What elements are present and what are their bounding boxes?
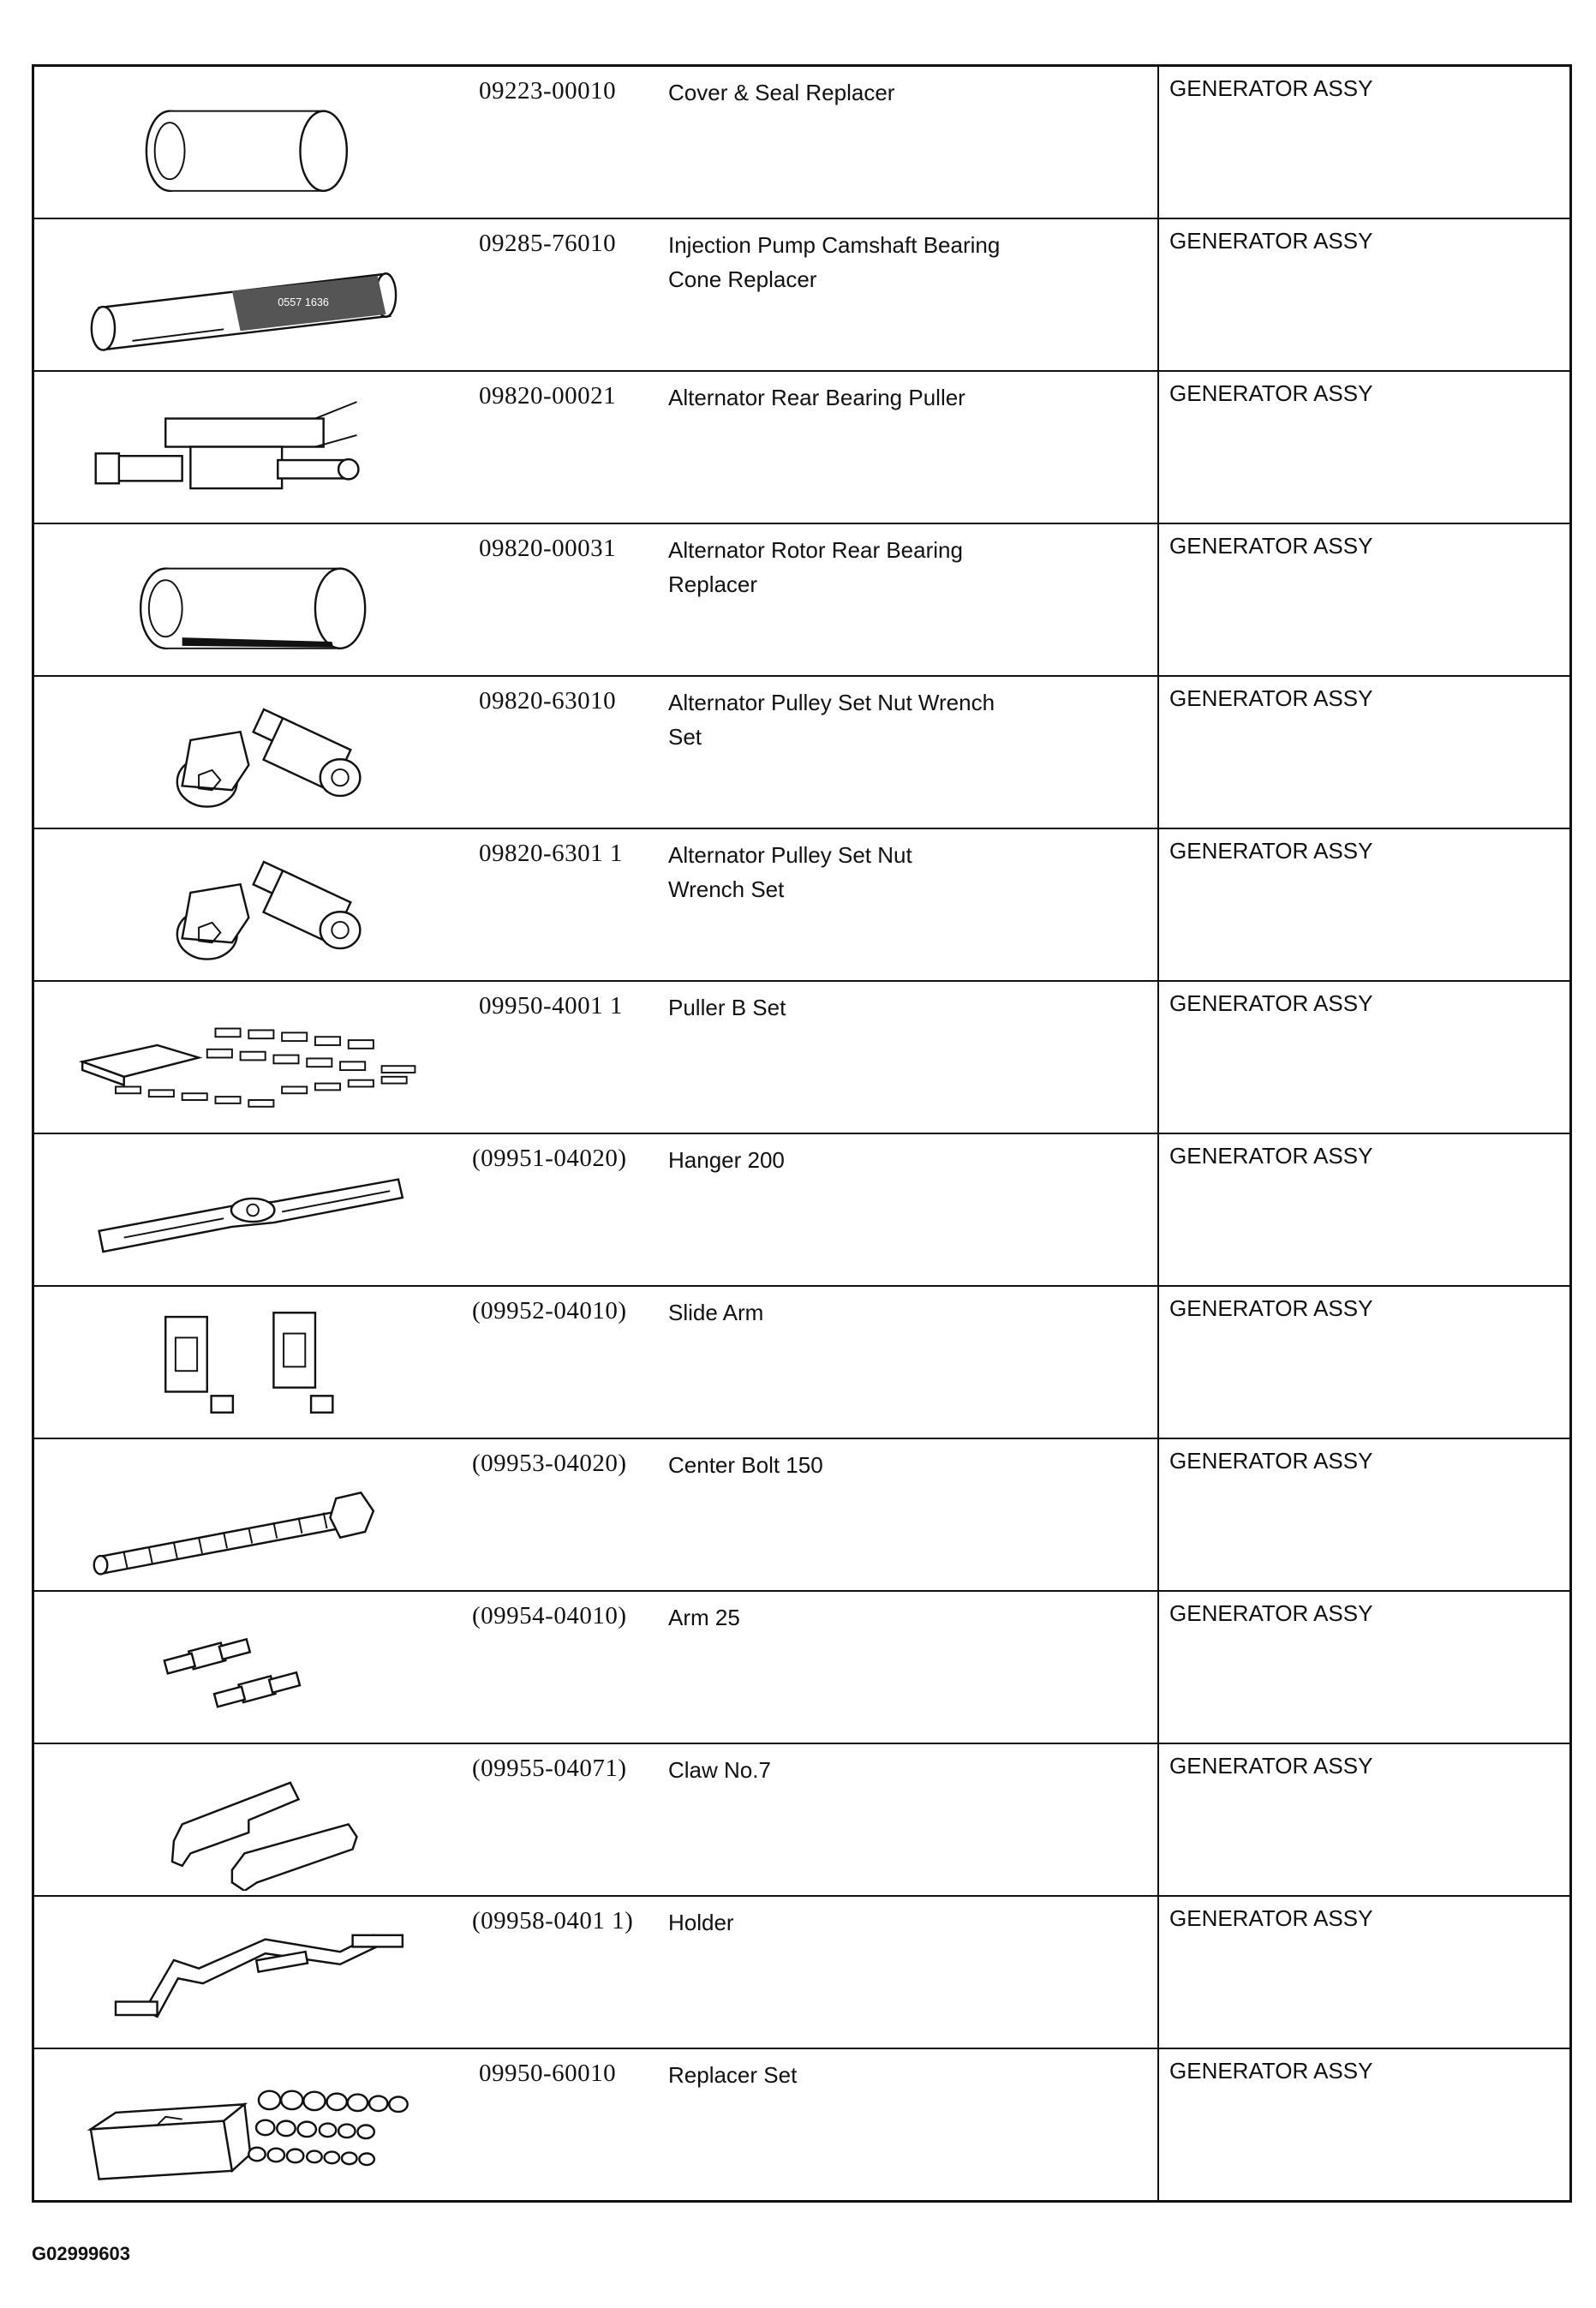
- part-number-cell: [472, 1286, 663, 1438]
- figure-code: G02999603: [32, 2243, 130, 2264]
- table-row: [33, 218, 1571, 371]
- tool-name: Alternator Rotor Rear Bearing Replacer: [668, 537, 963, 597]
- holder-icon: [34, 1897, 479, 2048]
- tool-name: Arm 25: [668, 1605, 740, 1630]
- hanger-icon: [34, 1134, 479, 1285]
- tool-name-cell: [663, 523, 1158, 676]
- part-number-cell: [472, 1438, 663, 1591]
- part-number-cell: [479, 523, 663, 676]
- usage-text: GENERATOR ASSY: [1169, 1905, 1373, 1931]
- claw-icon: [34, 1744, 479, 1895]
- tool-name-cell: [663, 1286, 1158, 1438]
- table-row: [33, 2048, 1571, 2202]
- part-number: (09952-04010): [472, 1297, 627, 1324]
- table-row: [33, 1133, 1571, 1286]
- part-number: 09820-6301 1: [479, 840, 623, 867]
- usage-text: GENERATOR ASSY: [1169, 838, 1373, 864]
- cone-replacer-icon: [34, 219, 479, 370]
- table-row: [33, 828, 1571, 981]
- tool-name: Cover & Seal Replacer: [668, 80, 895, 105]
- tool-name: Injection Pump Camshaft Bearing Cone Replacer: [668, 232, 1001, 292]
- table-row: [33, 981, 1571, 1133]
- table-row: [33, 1896, 1571, 2048]
- tool-name-cell: [663, 218, 1158, 371]
- table-row: [33, 371, 1571, 523]
- tool-illustration-cell: [33, 523, 480, 676]
- tool-illustration-cell: [33, 1438, 480, 1591]
- usage-text: GENERATOR ASSY: [1169, 1600, 1373, 1626]
- part-number: 09950-60010: [479, 2060, 617, 2087]
- rotor-bearing-replacer-icon: [34, 524, 479, 675]
- table-row: [33, 523, 1571, 676]
- tool-illustration-cell: [33, 1286, 480, 1438]
- tool-illustration-cell: [33, 2048, 480, 2202]
- usage-cell: [1158, 1896, 1571, 2048]
- tool-illustration-cell: [33, 1591, 480, 1743]
- tool-name-cell: [663, 1133, 1158, 1286]
- part-number-cell: [479, 371, 663, 523]
- table-row: [33, 66, 1571, 219]
- part-number-cell: [472, 1743, 663, 1896]
- arm-icon: [34, 1592, 479, 1743]
- usage-text: GENERATOR ASSY: [1169, 685, 1373, 711]
- usage-cell: [1158, 218, 1571, 371]
- tool-name-cell: [663, 66, 1158, 219]
- tool-name: Slide Arm: [668, 1300, 764, 1325]
- part-number: (09951-04020): [472, 1145, 627, 1172]
- usage-cell: [1158, 1438, 1571, 1591]
- tool-name-cell: [663, 1743, 1158, 1896]
- part-number-cell: [472, 1133, 663, 1286]
- tool-name-cell: [663, 2048, 1158, 2202]
- special-service-tools-table: [32, 64, 1572, 2203]
- part-number-cell: [479, 2048, 663, 2202]
- part-number: (09953-04020): [472, 1450, 627, 1477]
- part-number: (09954-04010): [472, 1602, 627, 1629]
- usage-text: GENERATOR ASSY: [1169, 533, 1373, 559]
- usage-cell: [1158, 2048, 1571, 2202]
- usage-cell: [1158, 523, 1571, 676]
- tool-illustration-cell: [33, 371, 480, 523]
- part-number: 09820-00021: [479, 382, 617, 410]
- part-number: 09950-4001 1: [479, 992, 623, 1019]
- tool-name-cell: [663, 371, 1158, 523]
- tool-name: Alternator Pulley Set Nut Wrench Set: [668, 690, 995, 750]
- part-number: (09955-04071): [472, 1755, 627, 1782]
- tool-name-cell: [663, 1438, 1158, 1591]
- usage-text: GENERATOR ASSY: [1169, 1143, 1373, 1169]
- table-row: [33, 1591, 1571, 1743]
- tool-illustration-cell: [33, 66, 480, 219]
- part-number: 09820-00031: [479, 535, 617, 562]
- tool-name-cell: [663, 676, 1158, 828]
- tool-illustration-cell: [33, 218, 480, 371]
- tool-name-cell: [663, 828, 1158, 981]
- usage-text: GENERATOR ASSY: [1169, 380, 1373, 406]
- replacer-set-icon: [34, 2049, 479, 2200]
- svg-text:0557 1636: 0557 1636: [277, 296, 329, 308]
- usage-cell: [1158, 1591, 1571, 1743]
- part-number: (09958-0401 1): [472, 1907, 634, 1934]
- part-number: 09223-00010: [479, 77, 617, 105]
- tool-name-cell: [663, 1896, 1158, 2048]
- tool-illustration-cell: [33, 1133, 480, 1286]
- tool-name-cell: [663, 1591, 1158, 1743]
- tool-name: Holder: [668, 1910, 734, 1935]
- part-number-cell: [479, 828, 663, 981]
- part-number-cell: [472, 1591, 663, 1743]
- tool-name: Claw No.7: [668, 1757, 771, 1783]
- tool-name: Alternator Pulley Set Nut Wrench Set: [668, 842, 912, 902]
- usage-text: GENERATOR ASSY: [1169, 990, 1373, 1016]
- usage-cell: [1158, 981, 1571, 1133]
- usage-text: GENERATOR ASSY: [1169, 228, 1373, 254]
- usage-text: GENERATOR ASSY: [1169, 1753, 1373, 1779]
- tool-name-cell: [663, 981, 1158, 1133]
- tool-name: Replacer Set: [668, 2062, 798, 2088]
- tool-illustration-cell: [33, 828, 480, 981]
- tool-illustration-cell: [33, 676, 480, 828]
- part-number: 09820-63010: [479, 687, 617, 715]
- table-row: [33, 676, 1571, 828]
- slide-arm-icon: [34, 1287, 479, 1438]
- usage-cell: [1158, 66, 1571, 219]
- table-row: [33, 1286, 1571, 1438]
- usage-text: GENERATOR ASSY: [1169, 75, 1373, 101]
- pulley-nut-wrench-icon: [34, 677, 479, 828]
- part-number-cell: [479, 981, 663, 1133]
- part-number: 09285-76010: [479, 230, 617, 257]
- usage-cell: [1158, 1133, 1571, 1286]
- usage-text: GENERATOR ASSY: [1169, 1448, 1373, 1474]
- table-row: [33, 1743, 1571, 1896]
- bearing-puller-icon: [34, 372, 479, 523]
- usage-cell: [1158, 828, 1571, 981]
- table-row: [33, 1438, 1571, 1591]
- tool-name: Alternator Rear Bearing Puller: [668, 385, 965, 410]
- tool-name: Hanger 200: [668, 1147, 785, 1173]
- usage-cell: [1158, 676, 1571, 828]
- tool-name: Puller B Set: [668, 995, 786, 1020]
- center-bolt-icon: [34, 1439, 479, 1590]
- usage-cell: [1158, 1286, 1571, 1438]
- usage-text: GENERATOR ASSY: [1169, 2058, 1373, 2084]
- usage-cell: [1158, 1743, 1571, 1896]
- tool-illustration-cell: [33, 1896, 480, 2048]
- cover-seal-replacer-icon: [34, 67, 479, 218]
- usage-cell: [1158, 371, 1571, 523]
- tool-name: Center Bolt 150: [668, 1452, 823, 1478]
- pulley-nut-wrench-icon: [34, 829, 479, 980]
- tool-illustration-cell: [33, 1743, 480, 1896]
- part-number-cell: [479, 676, 663, 828]
- part-number-cell: [479, 218, 663, 371]
- part-number-cell: [479, 66, 663, 219]
- usage-text: GENERATOR ASSY: [1169, 1295, 1373, 1321]
- puller-set-icon: [34, 982, 479, 1133]
- part-number-cell: [472, 1896, 663, 2048]
- tool-illustration-cell: [33, 981, 480, 1133]
